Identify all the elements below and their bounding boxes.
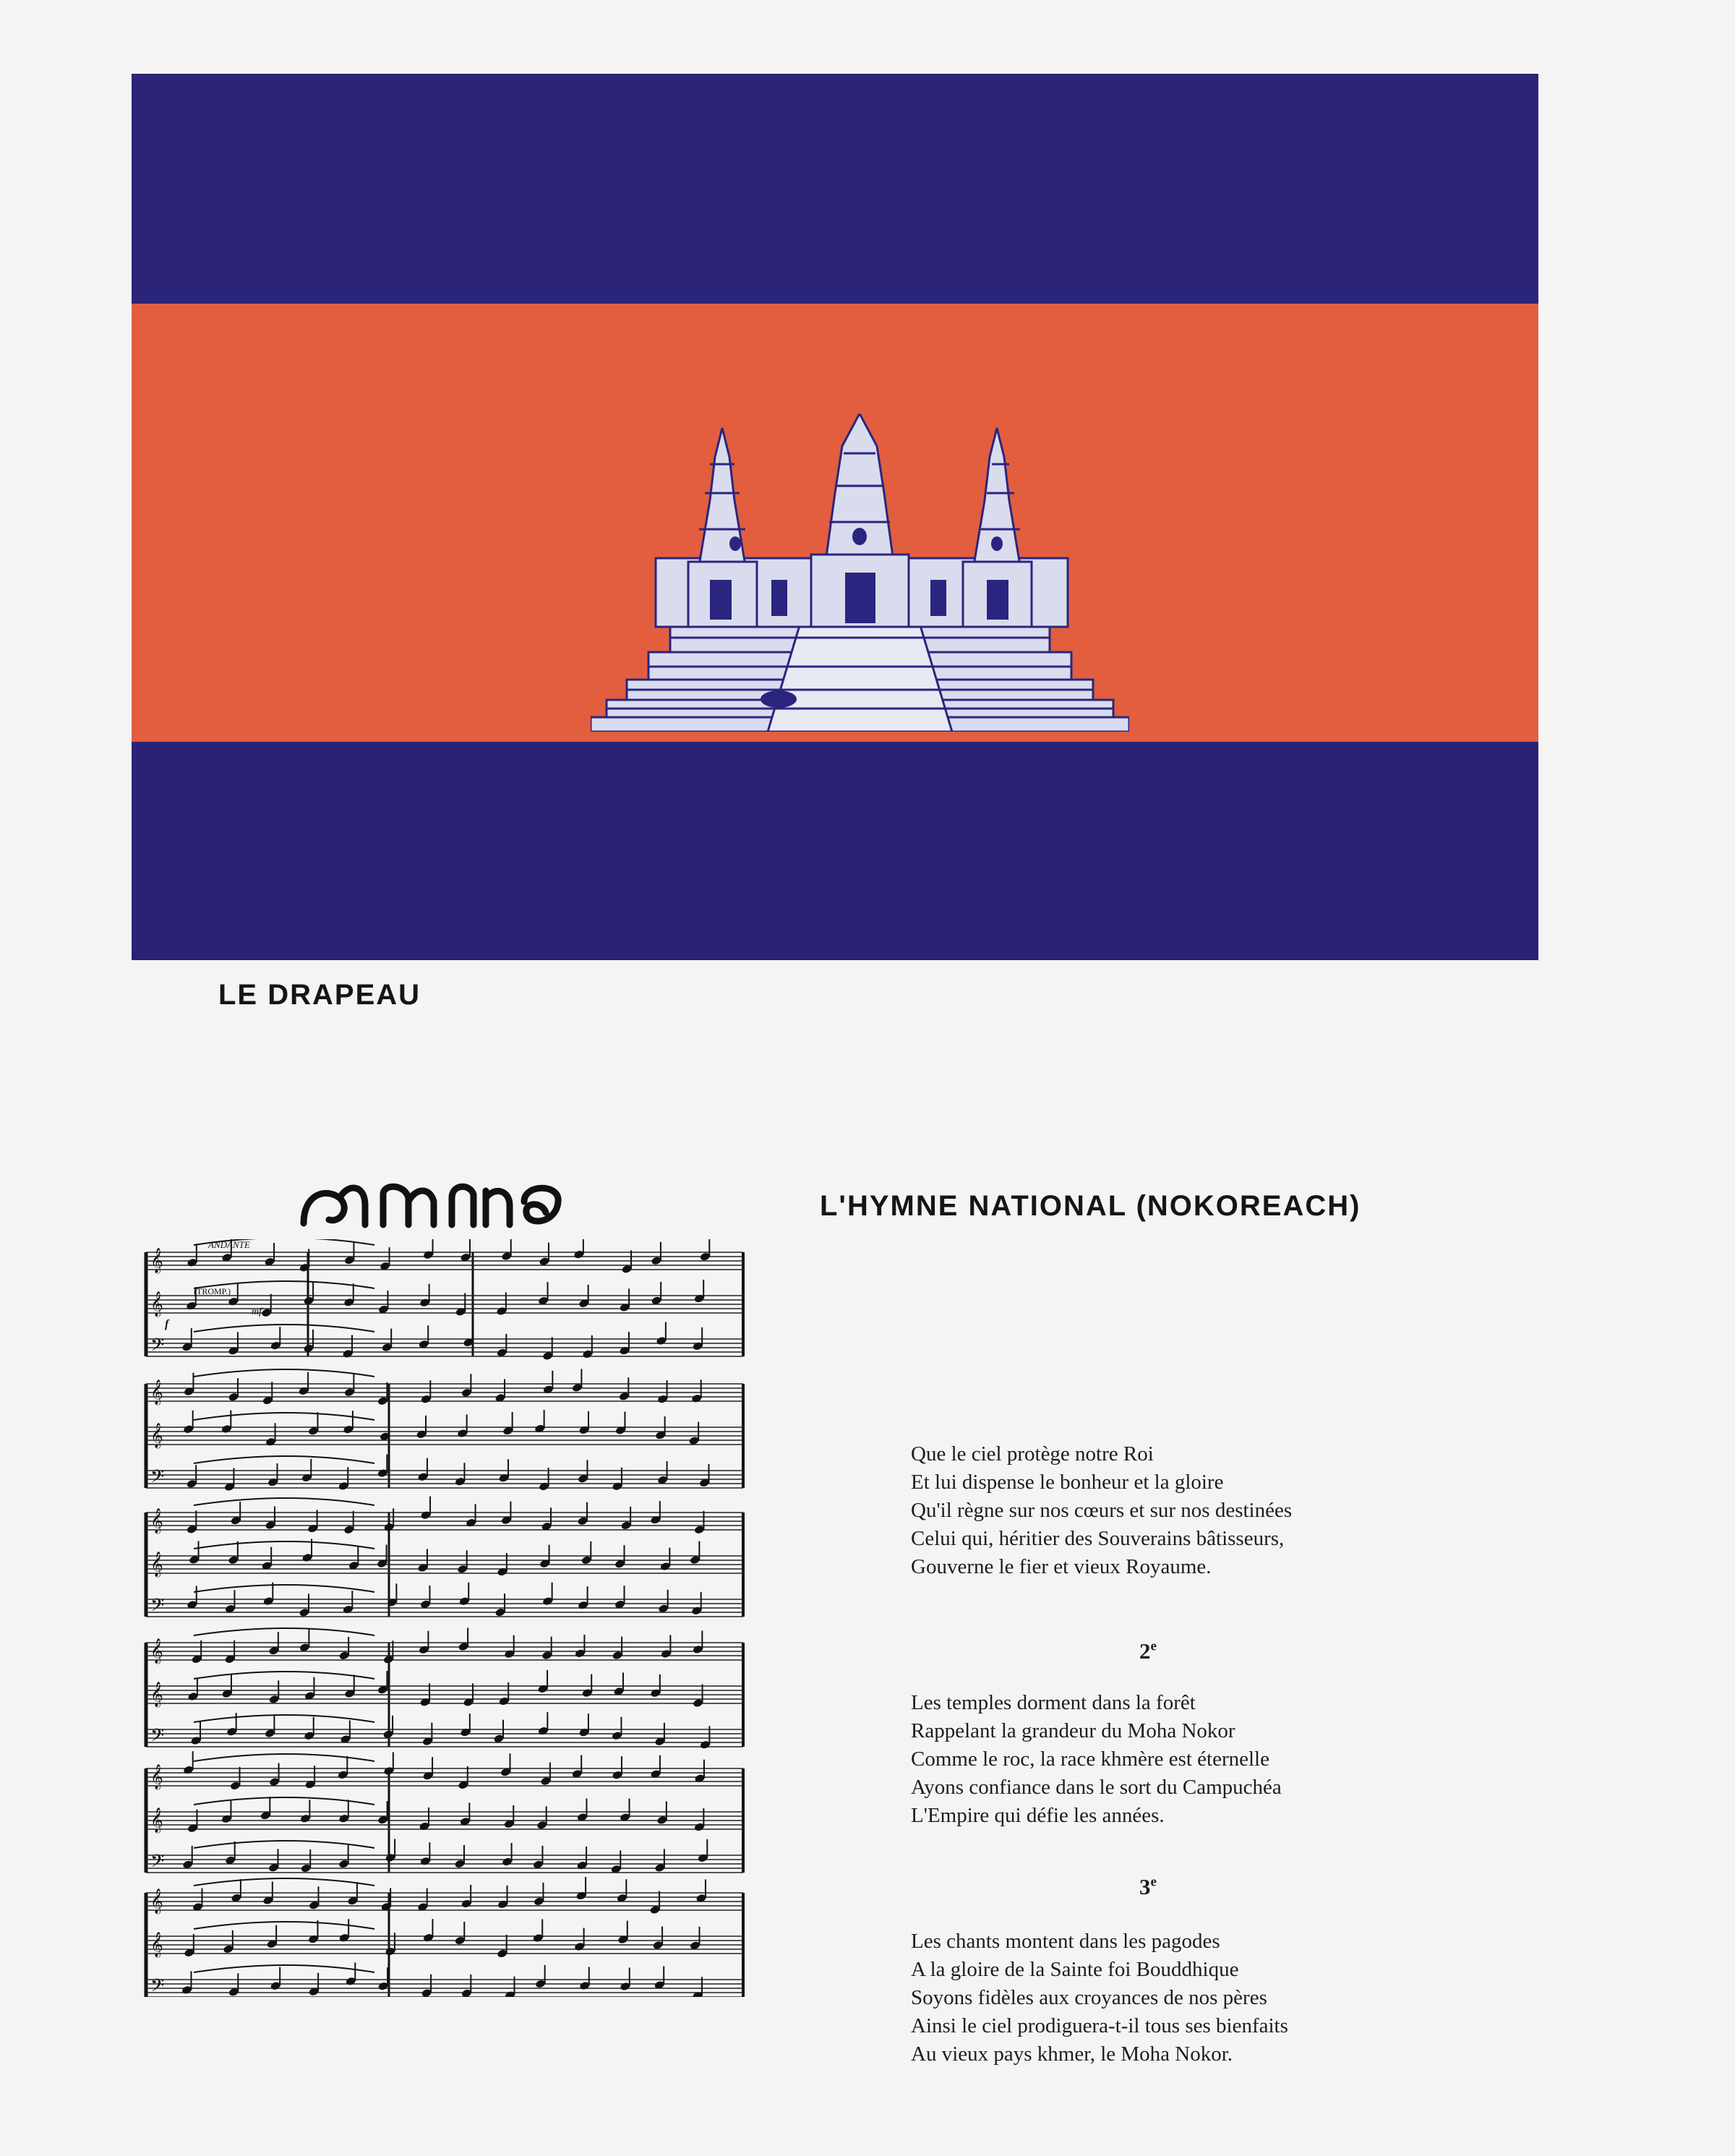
anthem-heading: L'HYMNE NATIONAL (NOKOREACH) <box>820 1190 1361 1222</box>
bass-clef: 𝄢 <box>150 1975 165 1997</box>
slur <box>194 1922 374 1929</box>
musical-score <box>143 1239 749 1997</box>
treble-clef: 𝄞 <box>150 1682 163 1707</box>
slur <box>194 1965 374 1972</box>
dynamic-mezzo-forte: mf <box>252 1306 262 1317</box>
score-title-khmer <box>296 1173 565 1233</box>
flag-blue-band-top <box>132 74 1538 304</box>
verse-line: Et lui dispense le bonheur et la gloire <box>911 1471 1224 1494</box>
verse-line: L'Empire qui défie les années. <box>911 1804 1165 1827</box>
slur <box>194 1369 374 1377</box>
verse-line: Que le ciel protège notre Roi <box>911 1442 1154 1466</box>
verse-number-3: 3e <box>1139 1874 1157 1899</box>
verse-line: Les temples dorment dans la forêt <box>911 1691 1196 1714</box>
flag-blue-band-bottom <box>132 742 1538 960</box>
slur <box>194 1628 374 1635</box>
bass-clef: 𝄢 <box>150 1725 165 1750</box>
slur <box>194 1413 374 1420</box>
slur <box>194 1456 374 1463</box>
treble-clef: 𝄞 <box>150 1248 163 1273</box>
bass-clef: 𝄢 <box>150 1335 165 1360</box>
verse-line: A la gloire de la Sainte foi Bouddhique <box>911 1958 1239 1981</box>
slur <box>194 1585 374 1592</box>
angkor-wat-emblem <box>591 414 1129 732</box>
verse-line: Les chants montent dans les pagodes <box>911 1930 1220 1953</box>
slur <box>194 1672 374 1679</box>
verse-line: Gouverne le fier et vieux Royaume. <box>911 1555 1212 1578</box>
dynamic-forte: f <box>165 1318 169 1330</box>
verse-line: Rappelant la grandeur du Moha Nokor <box>911 1719 1235 1742</box>
tempo-marking: ANDANTE <box>208 1239 250 1250</box>
verse-3 <box>911 1928 1288 2069</box>
slur <box>194 1841 374 1848</box>
treble-clef: 𝄞 <box>150 1291 163 1317</box>
treble-clef: 𝄞 <box>150 1932 163 1957</box>
verse-1 <box>911 1440 1292 1581</box>
treble-clef: 𝄞 <box>150 1808 163 1833</box>
slur <box>194 1715 374 1722</box>
treble-clef: 𝄞 <box>150 1423 163 1448</box>
treble-clef: 𝄞 <box>150 1764 163 1789</box>
flag-caption: LE DRAPEAU <box>218 979 421 1011</box>
treble-clef: 𝄞 <box>150 1638 163 1664</box>
bass-clef: 𝄢 <box>150 1851 165 1876</box>
cambodian-flag <box>132 74 1538 960</box>
verse-2 <box>911 1689 1282 1830</box>
verse-line: Soyons fidèles aux croyances de nos pères <box>911 1986 1267 2009</box>
verse-number-2: 2e <box>1139 1638 1157 1664</box>
slur <box>194 1325 374 1332</box>
verse-line: Celui qui, héritier des Souverains bâtisseurs, <box>911 1527 1285 1550</box>
part-marking: (TROMP.) <box>194 1286 231 1296</box>
verse-line: Ainsi le ciel prodiguera-t-il tous ses bienfaits <box>911 2014 1288 2037</box>
treble-clef: 𝄞 <box>150 1552 163 1577</box>
slur <box>194 1541 374 1549</box>
verse-line: Ayons confiance dans le sort du Campuchéa <box>911 1776 1282 1799</box>
verse-line: Qu'il règne sur nos cœurs et sur nos destinées <box>911 1499 1293 1522</box>
bass-clef: 𝄢 <box>150 1595 165 1620</box>
flag-red-band <box>132 304 1538 742</box>
treble-clef: 𝄞 <box>150 1379 163 1405</box>
treble-clef: 𝄞 <box>150 1888 163 1914</box>
verse-line: Au vieux pays khmer, le Moha Nokor. <box>911 2042 1233 2066</box>
slur <box>194 1797 374 1805</box>
verse-line: Comme le roc, la race khmère est éternelle <box>911 1748 1269 1771</box>
slur <box>194 1498 374 1505</box>
treble-clef: 𝄞 <box>150 1508 163 1533</box>
slur <box>194 1878 374 1886</box>
bass-clef: 𝄢 <box>150 1466 165 1492</box>
